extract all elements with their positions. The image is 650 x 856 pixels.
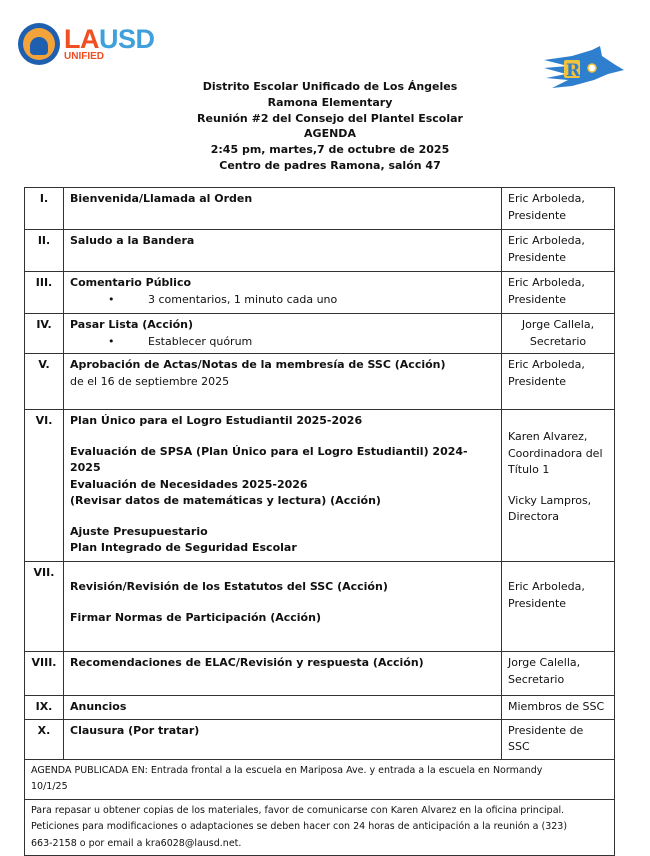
item-number: VII. — [25, 562, 64, 652]
agenda-row — [25, 188, 615, 230]
agenda-row — [25, 719, 615, 759]
meeting-location: Centro de padres Ramona, salón 47 — [219, 158, 441, 172]
item-number: X. — [25, 719, 64, 759]
item-number: IV. — [25, 314, 64, 354]
item-presenter: Jorge Calella, Secretario — [502, 652, 615, 696]
agenda-row — [25, 410, 615, 562]
item-bullet: • Establecer quórum — [70, 334, 495, 351]
school-name: Ramona Elementary — [267, 95, 393, 109]
item-number: I. — [25, 188, 64, 230]
item-subtitle: de el 16 de septiembre 2025 — [70, 374, 230, 388]
item-content — [64, 314, 502, 354]
item-bullet: • 3 comentarios, 1 minuto cada uno — [70, 292, 495, 309]
agenda-row — [25, 696, 615, 720]
item-presenter: Eric Arboleda, Presidente — [502, 230, 615, 272]
item-title: Pasar Lista (Acción) — [70, 318, 194, 331]
lausd-seal-icon — [18, 23, 60, 65]
meeting-title: Reunión #2 del Consejo del Plantel Escolar — [197, 111, 463, 125]
agenda-row — [25, 314, 615, 354]
meeting-datetime: 2:45 pm, martes,7 de octubre de 2025 — [210, 143, 450, 157]
item-presenter: Karen Alvarez, Coordinadora del Título 1 Vicky Lampros, Directora — [502, 410, 615, 562]
item-presenter: Presidente de SSC — [502, 719, 615, 759]
item-title: Comentario Público — [70, 276, 192, 289]
agenda-row — [25, 230, 615, 272]
item-content: Plan Único para el Logro Estudiantil 2025-2026 Evaluación de SPSA (Plan Único para el Logro Estudiantil) 2024-2025 Evaluación de Necesidades 2025-2026 (Revisar datos de matemáticas y lectura) (Acción) Ajuste Presupuestario Plan Integrado de Seguridad Escolar — [64, 410, 502, 562]
item-title: Aprobación de Actas/Notas de la membresía de SSC (Acción) — [70, 358, 446, 371]
item-number: IX. — [25, 696, 64, 720]
item-title: Saludo a la Bandera — [64, 230, 502, 272]
agenda-table — [24, 187, 615, 856]
logo-unified-text: UNIFIED — [64, 51, 104, 62]
agenda-row — [25, 652, 615, 696]
item-title: Plan Único para el Logro Estudiantil 2025-2026 — [70, 414, 363, 427]
contact-info-row — [25, 799, 615, 856]
item-presenter: Miembros de SSC — [502, 696, 615, 720]
item-number: VIII. — [25, 652, 64, 696]
document-header — [150, 79, 510, 174]
item-title: Clausura (Por tratar) — [64, 719, 502, 759]
agenda-title: AGENDA — [304, 127, 356, 141]
logo-usd-text: USD — [99, 24, 155, 54]
logo-la-text: LA — [64, 24, 99, 54]
item-presenter: Eric Arboleda, Presidente — [502, 188, 615, 230]
item-title: Recomendaciones de ELAC/Revisión y respuesta (Acción) — [64, 652, 502, 696]
roadrunner-mascot-icon — [542, 46, 624, 90]
agenda-row — [25, 354, 615, 410]
item-number: II. — [25, 230, 64, 272]
item-presenter: Eric Arboleda, Presidente — [502, 354, 615, 410]
district-name: Distrito Escolar Unificado de Los Ángeles — [202, 80, 458, 93]
posting-info: AGENDA PUBLICADA EN: Entrada frontal a la escuela en Mariposa Ave. y entrada a la escuela en Normandy 10/1/25 — [25, 759, 615, 799]
item-number: V. — [25, 354, 64, 410]
item-title: Anuncios — [64, 696, 502, 720]
contact-info: Para repasar u obtener copias de los materiales, favor de comunicarse con Karen Alvarez en la oficina principal. Peticiones para modificaciones o adaptaciones se deben hacer con 24 horas de anticipación a la reunión a (323) 663-2158 o por email a kra6028@lausd.net. — [25, 799, 615, 856]
item-content — [64, 272, 502, 314]
agenda-row — [25, 272, 615, 314]
item-presenter: Eric Arboleda, Presidente — [502, 272, 615, 314]
agenda-row — [25, 562, 615, 652]
item-content — [64, 354, 502, 410]
posting-info-row — [25, 759, 615, 799]
item-title: Bienvenida/Llamada al Orden — [64, 188, 502, 230]
item-presenter: Jorge Callela, Secretario — [502, 314, 615, 354]
item-number: III. — [25, 272, 64, 314]
item-number: VI. — [25, 410, 64, 562]
item-title: Revisión/Revisión de los Estatutos del SSC (Acción) — [70, 580, 388, 593]
item-title-2: Firmar Normas de Participación (Acción) — [70, 610, 321, 624]
lausd-logo — [18, 22, 155, 66]
item-presenter: Eric Arboleda, Presidente — [502, 562, 615, 652]
item-content — [64, 562, 502, 652]
svg-text:R: R — [566, 61, 581, 81]
